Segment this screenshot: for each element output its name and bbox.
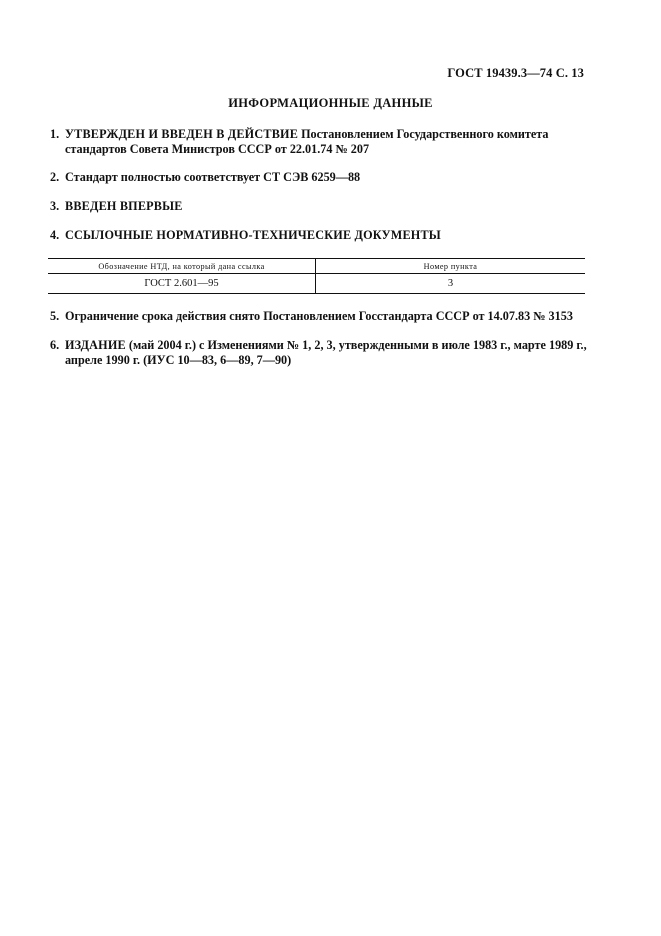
item-number: 4. xyxy=(50,228,60,242)
info-item-4 xyxy=(50,228,595,243)
reference-documents-table xyxy=(48,258,585,294)
info-item-3 xyxy=(50,199,595,214)
table-header-row xyxy=(48,259,585,274)
item-text xyxy=(65,338,595,368)
item-number: 3. xyxy=(50,199,60,213)
info-item-2 xyxy=(50,170,595,185)
table-cell-clause: 3 xyxy=(316,274,586,294)
info-item-5 xyxy=(50,309,595,324)
item-body-text: Постановлением Государственного комитета стандартов Совета Министров СССР от 22.01.74 № 207 xyxy=(65,127,549,156)
info-item-6 xyxy=(50,338,595,368)
item-number: 1. xyxy=(50,127,60,141)
info-item-1 xyxy=(50,127,595,157)
column-header-clause: Номер пункта xyxy=(316,259,586,274)
item-caps-text: ИЗДАНИЕ xyxy=(65,338,126,352)
item-number: 6. xyxy=(50,338,60,352)
item-body-text: Стандарт полностью соответствует СТ СЭВ 6259—88 xyxy=(65,170,361,184)
item-caps-text: ССЫЛОЧНЫЕ НОРМАТИВНО-ТЕХНИЧЕСКИЕ ДОКУМЕНТЫ xyxy=(65,228,441,242)
page-header-doc-ref: ГОСТ 19439.3—74 С. 13 xyxy=(447,66,584,80)
item-text xyxy=(65,127,595,157)
item-number: 2. xyxy=(50,170,60,184)
item-body-text: (май 2004 г.) с Изменениями № 1, 2, 3, утвержденными в июле 1983 г., марте 1989 г., апреле 1990 г. (ИУС 10—83, 6—89, 7—90) xyxy=(65,338,587,367)
table-cell-document: ГОСТ 2.601—95 xyxy=(48,274,316,294)
item-caps-text: УТВЕРЖДЕН И ВВЕДЕН В ДЕЙСТВИЕ xyxy=(65,127,299,141)
item-caps-text: ВВЕДЕН ВПЕРВЫЕ xyxy=(65,199,183,213)
column-header-document: Обозначение НТД, на который дана ссылка xyxy=(48,259,316,274)
table-row xyxy=(48,274,585,294)
item-body-text: Ограничение срока действия снято Постановлением Госстандарта СССР от 14.07.83 № 3153 xyxy=(65,309,573,323)
item-number: 5. xyxy=(50,309,60,323)
document-title: ИНФОРМАЦИОННЫЕ ДАННЫЕ xyxy=(228,96,433,110)
